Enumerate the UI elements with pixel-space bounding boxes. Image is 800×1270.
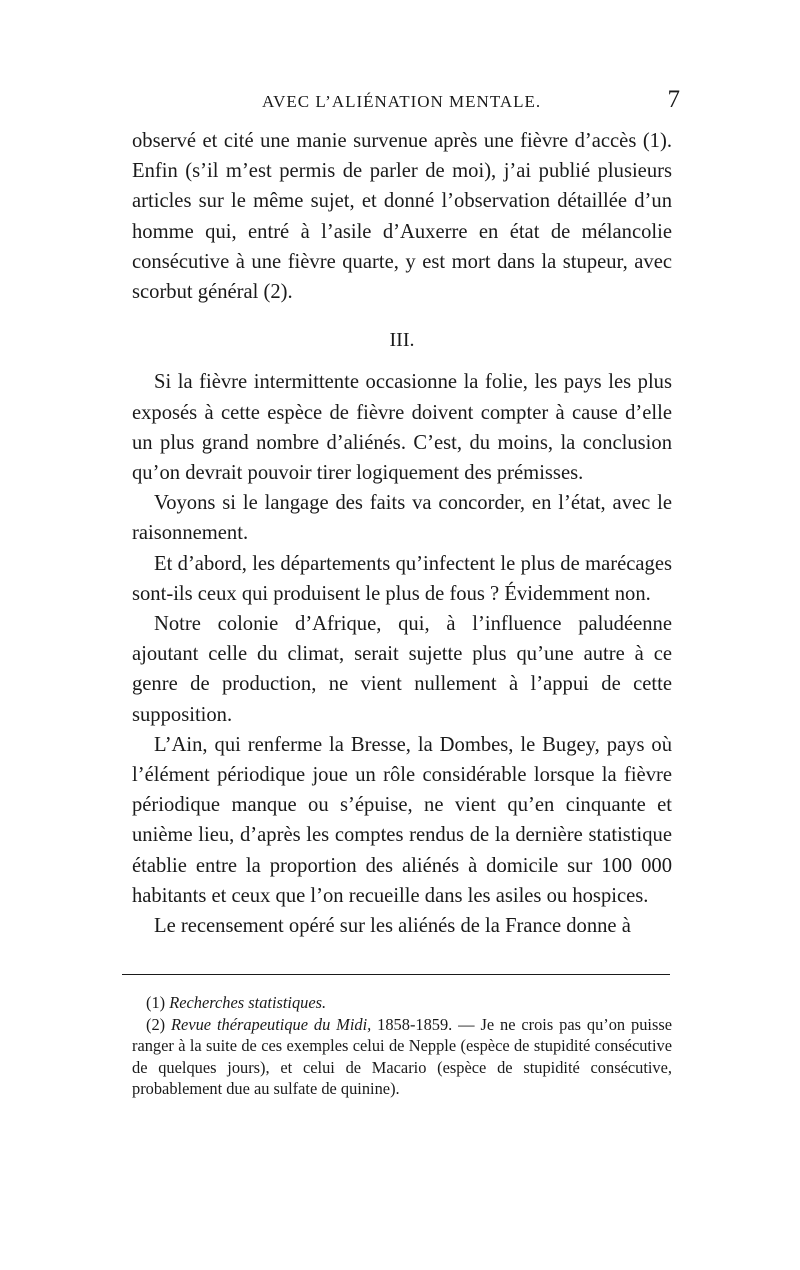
paragraph: Voyons si le langage des faits va concorder, en l’état, avec le raisonnement. (132, 492, 672, 545)
footnote-1 (132, 992, 672, 1014)
paragraph: Le recensement opéré sur les aliénés de la France donne à (154, 915, 631, 938)
running-title: AVEC L’ALIÉNATION MENTALE. (262, 92, 542, 111)
paragraph: observé et cité une manie survenue après une fièvre d’accès (1). Enfin (s’il m’est permis de parler de moi), j’ai publié plusieurs articles sur le même sujet, et donné l’observation détaillée d’un homme qui, entré à l’asile d’Auxerre en état de mélancolie consécutive à une fièvre quarte, y est mort dans la stupeur, avec scorbut général (2). (132, 130, 672, 304)
footnote-2 (132, 1014, 672, 1100)
paragraph: Notre colonie d’Afrique, qui, à l’influence paludéenne ajoutant celle du climat, serait sujette plus qu’une autre à ce genre de production, ne vient nullement à l’appui de cette supposition. (132, 613, 672, 726)
footnote-rule (122, 974, 670, 975)
body-text (132, 126, 672, 941)
running-head (130, 86, 680, 118)
paragraph: Si la fièvre intermittente occasionne la folie, les pays les plus exposés à cette espèce de fièvre doivent compter à cause d’elle un plus grand nombre d’aliénés. C’est, du moins, la conclusion qu’on devrait pouvoir tirer logiquement des prémisses. (132, 371, 672, 485)
footnote-reference: Revue thérapeutique du Midi, (171, 1014, 372, 1034)
page-number: 7 (667, 86, 680, 113)
footnote-text: 1858-1859. — Je ne crois pas qu’on puisse ranger à la suite de ces exemples celui de Nepple (espèce de stupidité consécutive de quelques jours), et celui de Macario (espèce de stupidité consécutive, probablement due au sulfate de quinine). (132, 1014, 672, 1098)
section-heading: III. (389, 329, 415, 352)
footnote-number: (1) (146, 993, 166, 1012)
footnote-number: (2) (146, 1014, 166, 1034)
paragraph: L’Ain, qui renferme la Bresse, la Dombes, le Bugey, pays où l’élément périodique joue un rôle considérable lorsque la fièvre périodique manque ou s’épuise, ne vient qu’en cinquante et unième lieu, d’après les comptes rendus de la dernière statistique établie entre la proportion des aliénés à domicile sur 100 000 habitants et ceux que l’on recueille dans les asiles ou hospices. (132, 733, 672, 907)
paragraph: Et d’abord, les départements qu’infectent le plus de marécages sont-ils ceux qui produisent le plus de fous ? Évidemment non. (132, 552, 672, 605)
footnote-reference: Recherches statistiques. (169, 993, 327, 1012)
footnotes (132, 992, 672, 1100)
